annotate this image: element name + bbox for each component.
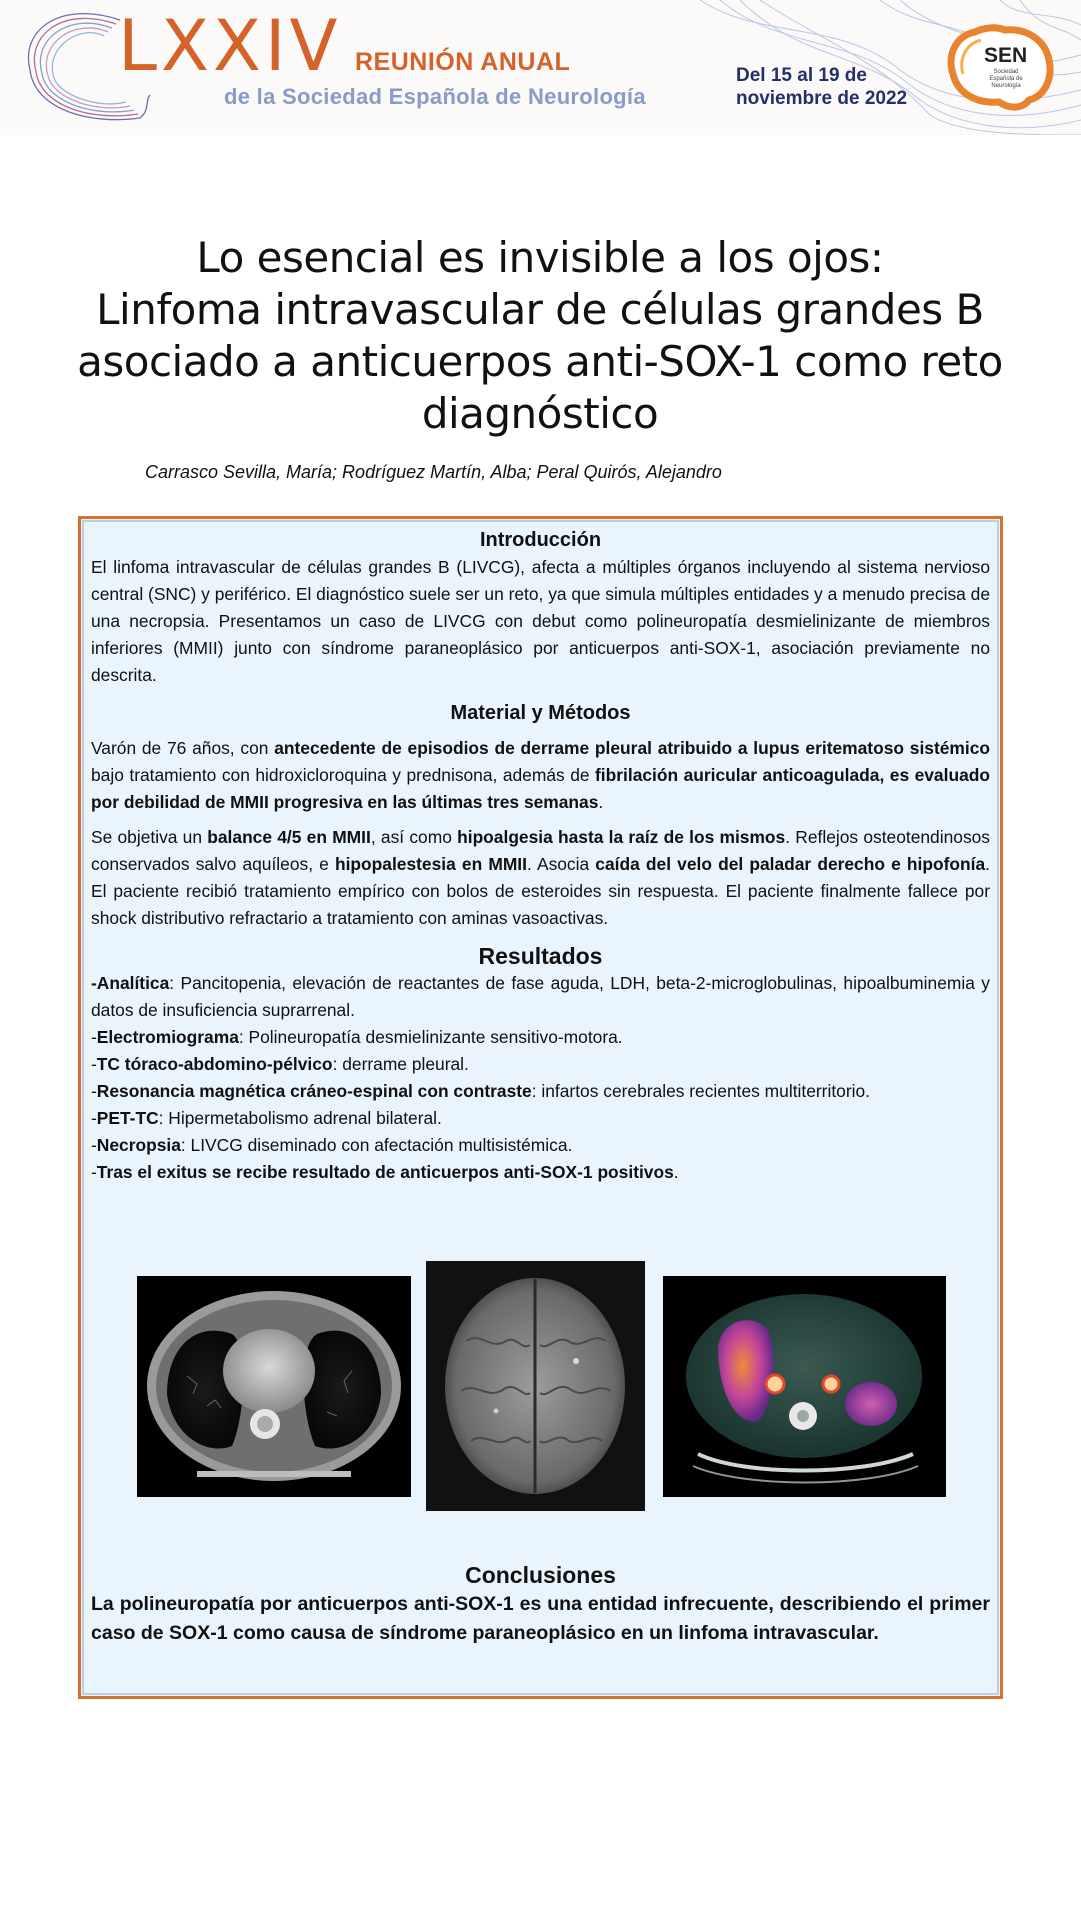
poster-title	[60, 232, 1020, 440]
m2-a: Se objetiva un	[91, 827, 208, 847]
m2-f: hipopalestesia en MMII	[334, 854, 527, 874]
resultado-prefix: -	[91, 1108, 97, 1128]
conference-banner	[0, 0, 1081, 135]
resultado-item	[91, 1159, 990, 1186]
meeting-name: REUNIÓN ANUAL	[355, 48, 571, 76]
sen-logo-subtext: Sociedad Española de Neurología	[989, 69, 1023, 89]
introduccion-text: El linfoma intravascular de células grandes B (LIVCG), afecta a múltiples órganos incluyendo al sistema nervioso central (SNC) y periférico. El diagnóstico suele ser un reto, ya que simula múltiples entidades y a menudo precisa de una necropsia. Presentamos un caso de LIVCG con debut como polineuropatía desmielinizante de miembros inferiores (MMII) junto con síndrome paraneoplásico por anticuerpos anti-SOX-1, asociación previamente no descrita.	[91, 557, 990, 685]
resultado-text: .	[673, 1162, 679, 1182]
resultado-label: Electromiograma	[96, 1027, 239, 1047]
dates-line-2: noviembre de 2022	[736, 88, 908, 109]
ct-thorax-image	[137, 1276, 411, 1497]
society-name: de la Sociedad Española de Neurología	[224, 84, 646, 109]
metodos-heading: Material y Métodos	[450, 702, 631, 724]
resultado-item	[91, 1132, 990, 1159]
resultado-label: Necropsia	[96, 1135, 181, 1155]
m2-i: . El paciente recibió tratamiento empírico con bolos de esteroides sin respuesta. El paciente finalmente fallece por shock distributivo refractario a tratamiento con aminas vasoactivas.	[91, 854, 990, 928]
title-line-3: asociado a anticuerpos anti-SOX-1 como reto	[77, 337, 1003, 386]
m1-b: antecedente de episodios de derrame pleural atribuido a lupus eritematoso sistémico	[274, 738, 991, 758]
resultado-prefix: -	[91, 1081, 97, 1101]
event-dates	[736, 64, 907, 110]
resultado-label: Resonancia magnética cráneo-espinal con contraste	[96, 1081, 532, 1101]
title-line-4: diagnóstico	[421, 389, 659, 438]
resultado-item	[91, 1105, 990, 1132]
resultado-item	[91, 970, 990, 1024]
m2-c: , así como	[370, 827, 458, 847]
resultado-item	[91, 1051, 990, 1078]
m1-e: .	[598, 792, 604, 812]
resultados-heading: Resultados	[478, 943, 603, 969]
resultado-text: : Hipermetabolismo adrenal bilateral.	[158, 1108, 442, 1128]
authors: Carrasco Sevilla, María; Rodríguez Martín, Alba; Peral Quirós, Alejandro	[145, 462, 722, 482]
resultado-label: PET-TC	[96, 1108, 159, 1128]
m1-a: Varón de 76 años, con	[91, 738, 275, 758]
resultado-label: TC tóraco-abdomino-pélvico	[96, 1054, 333, 1074]
resultado-prefix: -	[91, 1162, 97, 1182]
resultado-text: : LIVCG diseminado con afectación multisistémica.	[180, 1135, 573, 1155]
sen-logo-icon	[945, 22, 1057, 114]
m2-h: caída del velo del paladar derecho e hipofonía	[595, 854, 986, 874]
resultado-label: Tras el exitus se recibe resultado de anticuerpos anti-SOX-1 positivos	[96, 1162, 674, 1182]
resultado-label: -Analítica	[91, 973, 170, 993]
resultado-text: : Pancitopenia, elevación de reactantes de fase aguda, LDH, beta-2-microglobulinas, hipoalbuminemia y datos de insuficiencia suprarrenal.	[91, 973, 990, 1020]
title-line-1: Lo esencial es invisible a los ojos:	[196, 233, 884, 282]
resultado-text: : derrame pleural.	[332, 1054, 469, 1074]
metodos-paragraph-2	[91, 824, 990, 932]
resultado-prefix: -	[91, 1054, 97, 1074]
m1-d: fibrilación auricular anticoagulada, es evaluado por debilidad de MMII progresiva en las últimas tres semanas	[91, 765, 990, 812]
title-line-2: Linfoma intravascular de células grandes B	[96, 285, 984, 334]
resultado-prefix: -	[91, 1135, 97, 1155]
edition-number: LXXIV	[118, 5, 342, 87]
poster-content	[91, 526, 990, 1186]
pet-ct-image	[663, 1276, 946, 1497]
m2-b: balance 4/5 en MMII	[207, 827, 371, 847]
brain-mri-image	[426, 1261, 645, 1511]
m2-e: . Reflejos osteotendinosos conservados salvo aquíleos, e	[91, 827, 991, 874]
resultado-text: : Polineuropatía desmielinizante sensitivo-motora.	[238, 1027, 623, 1047]
m2-d: hipoalgesia hasta la raíz de los mismos	[457, 827, 786, 847]
resultado-text: : infartos cerebrales recientes multiterritorio.	[531, 1081, 870, 1101]
introduccion-heading: Introducción	[479, 529, 602, 551]
sen-logo-text: SEN	[984, 44, 1028, 67]
conclusiones-heading: Conclusiones	[465, 1562, 616, 1588]
conclusiones-text: La polineuropatía por anticuerpos anti-SOX-1 es una entidad infrecuente, describiendo el primer caso de SOX-1 como causa de síndrome paraneoplásico en un linfoma intravascular.	[91, 1593, 990, 1644]
resultado-item	[91, 1024, 990, 1051]
m2-g: . Asocia	[526, 854, 596, 874]
metodos-paragraph-1	[91, 735, 990, 816]
resultado-prefix: -	[91, 1027, 97, 1047]
resultado-item	[91, 1078, 990, 1105]
dates-line-1: Del 15 al 19 de	[736, 65, 867, 86]
m1-c: bajo tratamiento con hidroxicloroquina y prednisona, además de	[91, 765, 596, 785]
